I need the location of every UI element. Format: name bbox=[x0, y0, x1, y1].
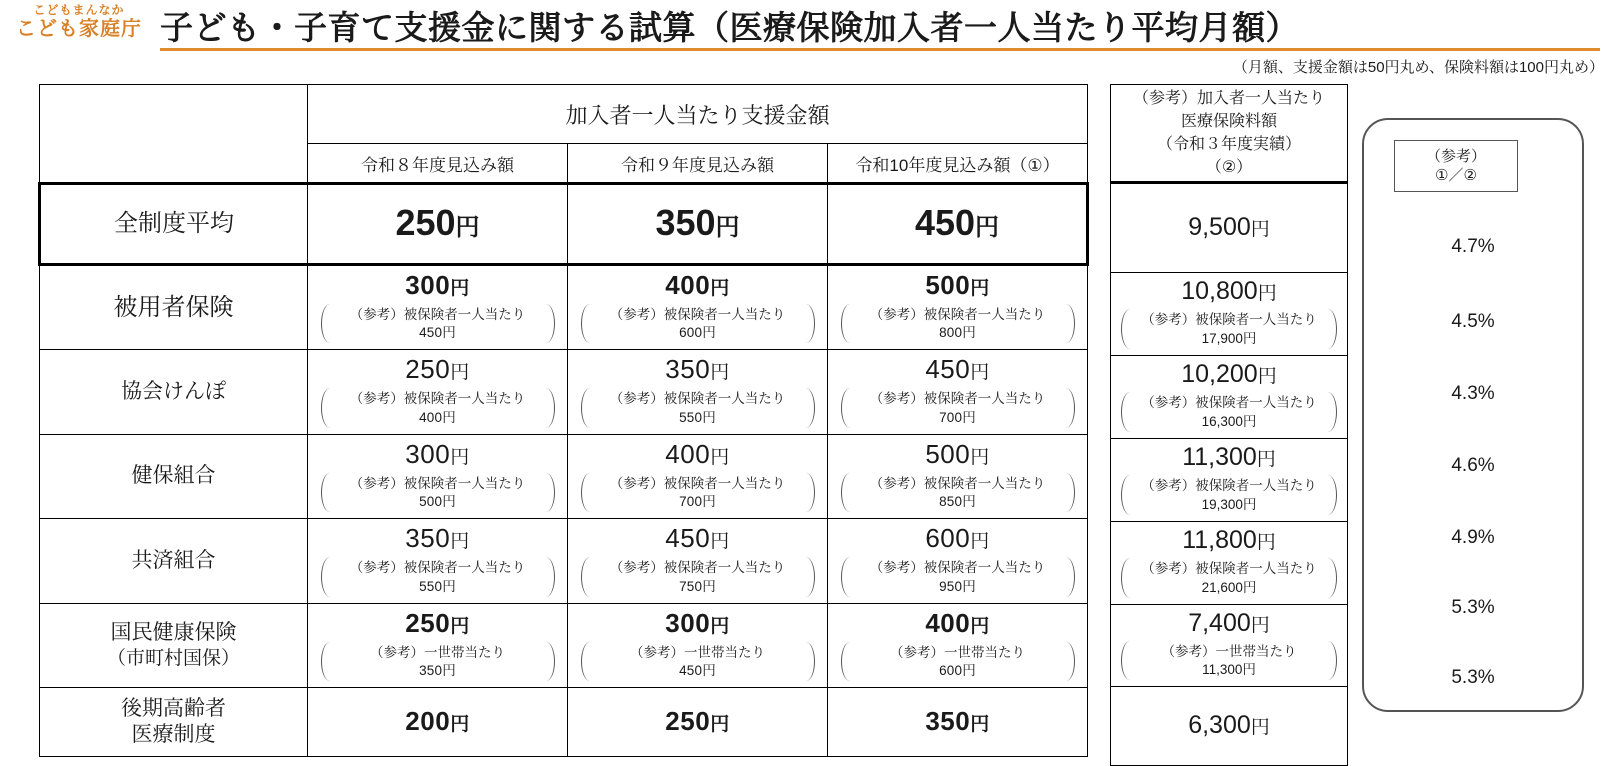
yen-unit: 円 bbox=[1257, 283, 1277, 305]
row-label-kyosai-kumiai: 共済組合 bbox=[40, 519, 308, 603]
table-row bbox=[40, 603, 1088, 687]
row-label-kenpo-kumiai: 健保組合 bbox=[40, 434, 308, 518]
cell-employee-insurance-r9 bbox=[568, 265, 828, 350]
ratio-bracket bbox=[1362, 118, 1584, 712]
yen-unit: 円 bbox=[710, 531, 730, 553]
sub-note bbox=[1121, 475, 1337, 514]
value: 11,800 bbox=[1182, 526, 1257, 555]
yen-unit: 円 bbox=[970, 278, 990, 299]
sub-note-line1: （参考）被保険者一人当たり bbox=[869, 560, 1046, 576]
value: 450 bbox=[925, 354, 971, 385]
cell-all-average-r9 bbox=[568, 184, 828, 265]
cell-premium-all-average bbox=[1111, 183, 1348, 273]
sub-note-line1: （参考）被保険者一人当たり bbox=[1141, 395, 1317, 411]
cell-kenpo-kumiai-r8 bbox=[308, 434, 568, 518]
sub-note-line1: （参考）被保険者一人当たり bbox=[609, 307, 786, 322]
sub-note bbox=[841, 557, 1075, 596]
sub-note-line1: （参考）被保険者一人当たり bbox=[349, 475, 526, 491]
yen-unit: 円 bbox=[970, 531, 990, 553]
value: 10,800 bbox=[1181, 277, 1258, 306]
sub-note bbox=[321, 388, 555, 427]
sub-note-line1: （参考）被保険者一人当たり bbox=[869, 307, 1046, 322]
value: 200 bbox=[405, 705, 451, 736]
cell-employee-insurance-r8 bbox=[308, 265, 568, 350]
yen-unit: 円 bbox=[710, 362, 730, 384]
cell-kyokai-kenpo-r8 bbox=[308, 350, 568, 434]
sub-note-line1: （参考）一世帯当たり bbox=[630, 644, 765, 660]
sub-note-line1: （参考）被保険者一人当たり bbox=[609, 560, 786, 576]
sub-note bbox=[321, 473, 555, 512]
table-row bbox=[40, 350, 1088, 434]
sub-note-line1: （参考）被保険者一人当たり bbox=[349, 307, 526, 322]
yen-unit: 円 bbox=[450, 446, 470, 468]
value: 350 bbox=[925, 705, 971, 736]
yen-unit: 円 bbox=[1250, 615, 1270, 636]
header-col-r10: 令和10年度見込み額（①） bbox=[828, 144, 1088, 184]
cell-kenpo-kumiai-r10 bbox=[828, 434, 1088, 518]
header-support-group: 加入者一人当たり支援金額 bbox=[308, 85, 1088, 144]
sub-note-line2: 750円 bbox=[679, 578, 716, 594]
yen-unit: 円 bbox=[710, 615, 730, 637]
cell-premium-kyosai-kumiai bbox=[1111, 522, 1348, 605]
ref-row bbox=[1111, 439, 1348, 522]
cell-all-average-r10 bbox=[828, 184, 1088, 265]
yen-unit: 円 bbox=[1250, 716, 1270, 738]
cell-elderly-medical-system-r8 bbox=[308, 688, 568, 757]
ref-row bbox=[1111, 356, 1348, 439]
row-label-line2: （市町村国保） bbox=[106, 647, 240, 669]
cell-premium-national-health-insurance bbox=[1111, 605, 1348, 687]
sub-note bbox=[841, 388, 1075, 427]
sub-note bbox=[841, 642, 1075, 681]
value: 250 bbox=[405, 354, 451, 385]
yen-unit: 円 bbox=[715, 214, 740, 241]
yen-unit: 円 bbox=[710, 278, 730, 299]
ratio-kenpo-kumiai: 4.6% bbox=[1451, 455, 1495, 476]
sub-note-line2: 350円 bbox=[419, 662, 456, 678]
row-label-kyokai-kenpo: 協会けんぽ bbox=[40, 350, 308, 434]
yen-unit: 円 bbox=[970, 615, 990, 637]
sub-note-line2: 19,300円 bbox=[1201, 496, 1257, 512]
sub-note-line2: 700円 bbox=[679, 494, 716, 510]
ratio-elderly-medical-system: 5.3% bbox=[1451, 667, 1495, 688]
sub-note-line2: 950円 bbox=[939, 578, 976, 594]
sub-note-line1: （参考）被保険者一人当たり bbox=[349, 560, 526, 576]
value: 400 bbox=[925, 607, 971, 638]
sub-note bbox=[321, 557, 555, 596]
value: 250 bbox=[395, 202, 456, 243]
table-header-row-1 bbox=[40, 85, 1088, 144]
value: 500 bbox=[925, 438, 971, 469]
corner-cell bbox=[40, 85, 308, 184]
support-amount-table bbox=[38, 84, 1089, 757]
row-label-line1: 国民健康保険 bbox=[110, 621, 237, 645]
value: 450 bbox=[914, 202, 976, 243]
table-row bbox=[40, 688, 1088, 757]
sub-note-line1: （参考）被保険者一人当たり bbox=[869, 475, 1046, 491]
value: 7,400 bbox=[1188, 609, 1251, 637]
yen-unit: 円 bbox=[975, 214, 1000, 241]
value: 500 bbox=[925, 270, 971, 300]
value: 300 bbox=[405, 438, 451, 469]
sub-note-line2: 450円 bbox=[679, 662, 716, 678]
sub-note-line2: 800円 bbox=[939, 325, 976, 341]
row-label-all-average: 全制度平均 bbox=[40, 184, 308, 265]
sub-note-line1: （参考）被保険者一人当たり bbox=[869, 391, 1046, 407]
cell-premium-kenpo-kumiai bbox=[1111, 439, 1348, 522]
sub-note-line1: （参考）一世帯当たり bbox=[370, 644, 505, 660]
cell-kenpo-kumiai-r9 bbox=[568, 434, 828, 518]
table-row bbox=[40, 434, 1088, 518]
sub-note bbox=[581, 642, 815, 681]
sub-note-line2: 16,300円 bbox=[1201, 413, 1257, 429]
yen-unit: 円 bbox=[1256, 449, 1276, 471]
value: 400 bbox=[665, 270, 711, 300]
cell-kyokai-kenpo-r9 bbox=[568, 350, 828, 434]
sub-note-line2: 400円 bbox=[419, 409, 456, 425]
value: 350 bbox=[405, 523, 451, 554]
ref-row bbox=[1111, 183, 1348, 273]
sub-note bbox=[581, 473, 815, 512]
yen-unit: 円 bbox=[455, 214, 480, 241]
value: 450 bbox=[665, 523, 711, 554]
sub-note bbox=[1121, 392, 1337, 431]
cell-kyokai-kenpo-r10 bbox=[828, 350, 1088, 434]
sub-note bbox=[581, 557, 815, 596]
cell-premium-elderly-medical-system bbox=[1111, 687, 1348, 766]
ref-row bbox=[1111, 522, 1348, 605]
yen-unit: 円 bbox=[450, 615, 470, 637]
row-label-line1: 後期高齢者 bbox=[121, 696, 226, 720]
sub-note-line2: 21,600円 bbox=[1201, 579, 1257, 595]
value: 300 bbox=[405, 270, 451, 300]
cell-national-health-insurance-r8 bbox=[308, 603, 568, 687]
sub-note-line2: 17,900円 bbox=[1201, 330, 1257, 346]
row-label-employee-insurance: 被用者保険 bbox=[40, 265, 308, 350]
yen-unit: 円 bbox=[450, 278, 470, 299]
cell-elderly-medical-system-r10 bbox=[828, 688, 1088, 757]
sub-note bbox=[581, 304, 815, 343]
ratio-employee-insurance: 4.5% bbox=[1451, 311, 1495, 332]
ref-header-row bbox=[1111, 85, 1348, 183]
cell-national-health-insurance-r10 bbox=[828, 603, 1088, 687]
figure-board bbox=[0, 84, 1618, 747]
yen-unit: 円 bbox=[450, 531, 470, 553]
ref-row bbox=[1111, 273, 1348, 356]
cell-premium-employee-insurance bbox=[1111, 273, 1348, 356]
cell-premium-kyokai-kenpo bbox=[1111, 356, 1348, 439]
cell-national-health-insurance-r9 bbox=[568, 603, 828, 687]
ref-row bbox=[1111, 687, 1348, 766]
sub-note bbox=[581, 388, 815, 427]
value: 400 bbox=[665, 438, 711, 469]
ratio-header-line1: （参考） bbox=[1425, 147, 1486, 165]
sub-note-line1: （参考）被保険者一人当たり bbox=[349, 391, 526, 407]
cell-kyosai-kumiai-r8 bbox=[308, 519, 568, 603]
yen-unit: 円 bbox=[1256, 532, 1276, 554]
value: 250 bbox=[665, 705, 711, 736]
rounding-note: （月額、支援金額は50円丸め、保険料額は100円丸め） bbox=[1232, 59, 1604, 76]
logo-name: こども家庭庁 bbox=[16, 17, 142, 40]
sub-note-line2: 600円 bbox=[939, 662, 976, 678]
ratio-all-average: 4.7% bbox=[1451, 236, 1495, 257]
sub-note-line1: （参考）被保険者一人当たり bbox=[1141, 312, 1317, 328]
cell-employee-insurance-r10 bbox=[828, 265, 1088, 350]
sub-note-line2: 500円 bbox=[419, 494, 456, 510]
sub-note-line2: 850円 bbox=[939, 494, 976, 510]
sub-note-line2: 450円 bbox=[419, 325, 456, 341]
yen-unit: 円 bbox=[970, 446, 990, 468]
yen-unit: 円 bbox=[450, 362, 470, 384]
row-label-national-health-insurance bbox=[40, 603, 308, 687]
cell-kyosai-kumiai-r9 bbox=[568, 519, 828, 603]
ratio-header bbox=[1394, 140, 1518, 192]
sub-note-line1: （参考）被保険者一人当たり bbox=[609, 475, 786, 491]
cell-kyosai-kumiai-r10 bbox=[828, 519, 1088, 603]
yen-unit: 円 bbox=[450, 713, 470, 735]
sub-note-line2: 700円 bbox=[939, 409, 976, 425]
value: 350 bbox=[655, 202, 716, 243]
value: 10,200 bbox=[1181, 360, 1258, 389]
table-row bbox=[40, 265, 1088, 350]
yen-unit: 円 bbox=[970, 713, 990, 735]
sub-note bbox=[841, 304, 1075, 343]
ratio-header-line2: ①／② bbox=[1435, 167, 1477, 184]
yen-unit: 円 bbox=[1250, 218, 1270, 240]
ref-row bbox=[1111, 605, 1348, 687]
reference-premium-table bbox=[1110, 84, 1348, 766]
logo-tagline: こどもまんなか bbox=[33, 3, 125, 17]
header-line4: （②） bbox=[1205, 159, 1253, 177]
ratio-kyosai-kumiai: 4.9% bbox=[1451, 527, 1495, 548]
yen-unit: 円 bbox=[1257, 366, 1277, 388]
value: 6,300 bbox=[1188, 710, 1251, 739]
value: 300 bbox=[665, 607, 711, 638]
header-line2: 医療保険料額 bbox=[1180, 112, 1277, 130]
page-header bbox=[0, 0, 1618, 52]
sub-note-line1: （参考）一世帯当たり bbox=[890, 644, 1026, 660]
title-underline bbox=[160, 48, 1600, 51]
value: 250 bbox=[405, 607, 451, 638]
agency-logo bbox=[14, 4, 144, 41]
row-label-elderly-medical-system bbox=[40, 688, 308, 757]
sub-note bbox=[841, 473, 1075, 512]
yen-unit: 円 bbox=[710, 713, 730, 735]
ratio-national-health-insurance: 5.3% bbox=[1451, 597, 1495, 618]
sub-note bbox=[1121, 641, 1337, 680]
yen-unit: 円 bbox=[970, 362, 990, 384]
value: 9,500 bbox=[1188, 212, 1251, 241]
sub-note-line1: （参考）被保険者一人当たり bbox=[609, 391, 786, 407]
sub-note-line2: 550円 bbox=[419, 578, 456, 594]
header-line3: （令和３年度実績） bbox=[1156, 136, 1301, 153]
sub-note bbox=[1121, 309, 1337, 348]
cell-all-average-r8 bbox=[308, 184, 568, 265]
header-line1: （参考）加入者一人当たり bbox=[1132, 89, 1325, 107]
sub-note bbox=[1121, 558, 1337, 597]
header-col-r9: 令和９年度見込み額 bbox=[568, 144, 828, 184]
sub-note-line2: 11,300円 bbox=[1202, 662, 1256, 678]
yen-unit: 円 bbox=[710, 446, 730, 468]
sub-note-line1: （参考）被保険者一人当たり bbox=[1141, 478, 1317, 494]
value: 350 bbox=[665, 354, 711, 385]
table-row bbox=[40, 519, 1088, 603]
header-reference-premium bbox=[1111, 85, 1348, 183]
row-label-line2: 医療制度 bbox=[131, 723, 216, 747]
page-title: 子ども・子育て支援金に関する試算（医療保険加入者一人当たり平均月額） bbox=[160, 9, 1299, 46]
sub-note-line1: （参考）一世帯当たり bbox=[1161, 644, 1297, 659]
sub-note-line2: 550円 bbox=[679, 409, 716, 425]
table-row bbox=[40, 184, 1088, 265]
sub-note-line1: （参考）被保険者一人当たり bbox=[1141, 561, 1317, 577]
sub-note-line2: 600円 bbox=[679, 325, 716, 341]
value: 11,300 bbox=[1182, 443, 1257, 472]
sub-note bbox=[321, 642, 555, 681]
ratio-kyokai-kenpo: 4.3% bbox=[1451, 383, 1495, 404]
sub-note bbox=[321, 304, 555, 343]
header-col-r8: 令和８年度見込み額 bbox=[308, 144, 568, 184]
cell-elderly-medical-system-r9 bbox=[568, 688, 828, 757]
value: 600 bbox=[925, 523, 971, 554]
